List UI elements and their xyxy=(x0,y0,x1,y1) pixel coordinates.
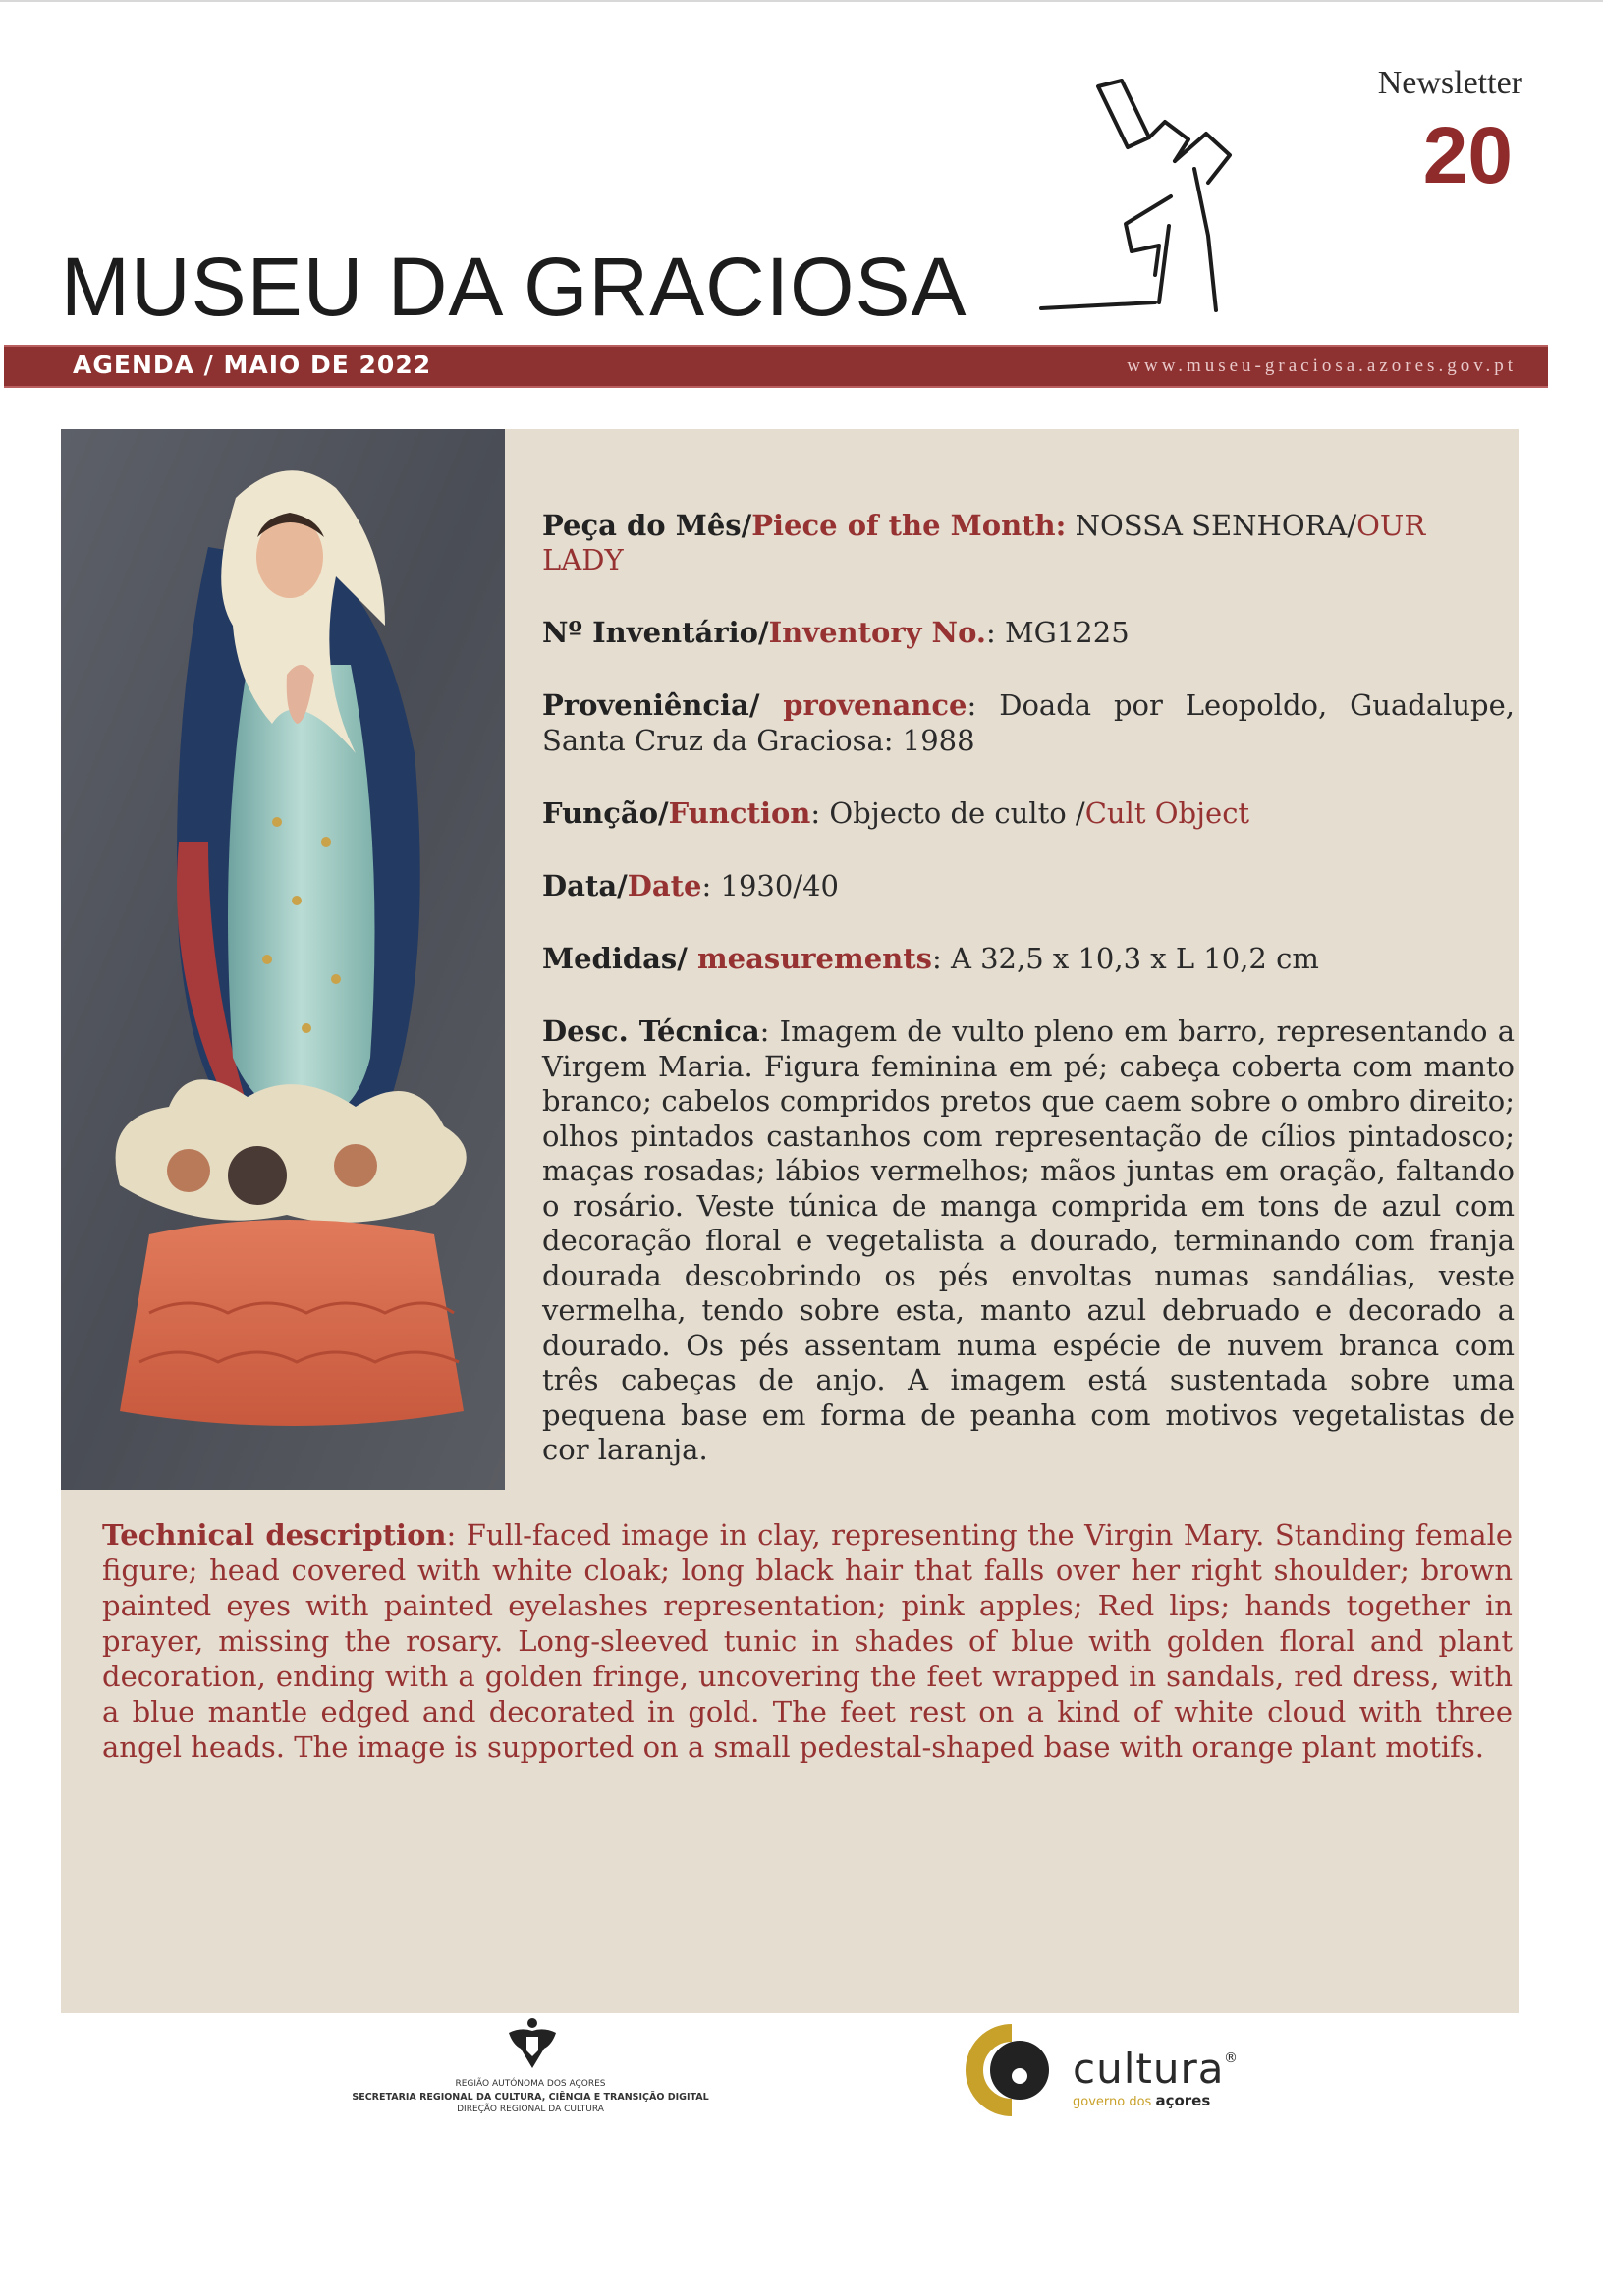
desc-text: : Imagem de vulto pleno em barro, representando a Virgem Maria. Figura feminina em pé; cabeça coberta com manto branco; cabelos compridos pretos que caem sobre o ombro direito; olhos pintados castanhos com representação de cílios pintadosco; maças rosadas; lábios vermelhos; mãos juntas em oração, faltando o rosário. Veste túnica de manga comprida em tons de azul com decoração floral e vegetalista a dourado, terminando com franja dourada descobrindo os pés envoltas numas sandálias, veste vermelha, tendo sobre esta, manto azul debruado e decorado a dourado. Os pés assentam numa espécie de nuvem branca com três cabeças de anjo. A imagem está sustentada sobre uma pequena base em forma de peanha com motivos vegetalistas de cor laranja. xyxy=(542,1014,1515,1466)
cultura-sub-prefix: governo dos xyxy=(1073,2095,1152,2109)
cultura-registered-mark: ® xyxy=(1224,2050,1238,2066)
desc-label: Desc. Técnica xyxy=(542,1014,760,1048)
tech-text: : Full-faced image in clay, representing the Virgin Mary. Standing female figure; head covered with white cloak; long black hair that falls over her right shoulder; brown painted eyes with painted eyelashes representation; pink apples; Red lips; hands together in prayer, missing the rosary. Long-sleeved tunic in shades of blue with golden floral and plant decoration, ending with a golden fringe, uncovering the feet wrapped in sandals, red dress, with a blue mantle edged and decorated in gold. The feet rest on a kind of white cloud with three angel heads. The image is supported on a small pedestal-shaped base with orange plant motifs. xyxy=(102,1518,1514,1764)
piece-title-label-pt: Peça do Mês/ xyxy=(542,509,752,542)
technical-description-en xyxy=(102,1517,1513,1765)
function-label-pt: Função/ xyxy=(542,796,669,830)
measures-label-en: measurements xyxy=(687,942,932,975)
date-label-pt: Data/ xyxy=(542,869,628,902)
inventory-row xyxy=(542,616,1515,650)
statue-photo xyxy=(61,429,505,1490)
piece-details xyxy=(542,509,1515,1506)
cultura-sub-bold: açores xyxy=(1155,2092,1211,2109)
cultura-subtitle xyxy=(1073,2092,1210,2109)
measures-row xyxy=(542,942,1515,976)
date-value: : 1930/40 xyxy=(701,869,839,902)
agenda-band xyxy=(4,345,1548,388)
function-value-pt: : Objecto de culto / xyxy=(810,796,1085,830)
piece-title-value-pt: NOSSA SENHORA/ xyxy=(1066,509,1357,542)
provenance-label-pt: Proveniência/ xyxy=(542,688,760,722)
azores-crest-icon xyxy=(503,2015,562,2070)
windmill-logo-icon xyxy=(1012,79,1267,334)
date-row xyxy=(542,869,1515,903)
inventory-value: : MG1225 xyxy=(986,616,1130,649)
newsletter-label: Newsletter xyxy=(1377,65,1522,101)
inventory-label-pt: Nº Inventário/ xyxy=(542,616,769,649)
measures-value: : A 32,5 x 10,3 x L 10,2 cm xyxy=(931,942,1319,975)
museum-title: MUSEU DA GRACIOSA xyxy=(61,241,967,333)
agenda-date: AGENDA / MAIO DE 2022 xyxy=(73,351,432,379)
provenance-row xyxy=(542,688,1515,758)
cultura-wordmark: cultura xyxy=(1073,2045,1225,2093)
function-value-en: Cult Object xyxy=(1084,796,1250,830)
website-link[interactable]: www.museu-graciosa.azores.gov.pt xyxy=(1127,355,1517,376)
piece-title-row xyxy=(542,509,1515,577)
function-label-en: Function xyxy=(668,796,811,830)
piece-title-value-en: OUR LADY xyxy=(542,509,1426,576)
date-label-en: Date xyxy=(627,869,702,902)
top-rule xyxy=(0,0,1603,2)
provenance-value: : Doada por Leopoldo, Guadalupe, Santa Cruz da Graciosa: 1988 xyxy=(542,688,1516,757)
gov-directorate: DIREÇÃO REGIONAL DA CULTURA xyxy=(457,2105,604,2114)
regional-government-logo xyxy=(324,2078,737,2116)
measures-label-pt: Medidas/ xyxy=(542,942,688,975)
tech-label: Technical description xyxy=(102,1518,447,1552)
newsletter-number: 20 xyxy=(1422,111,1513,200)
provenance-label-en: provenance xyxy=(759,688,967,722)
inventory-label-en: Inventory No. xyxy=(768,616,986,649)
function-row xyxy=(542,796,1515,831)
gov-secretariat: SECRETARIA REGIONAL DA CULTURA, CIÊNCIA E TRANSIÇÃO DIGITAL xyxy=(352,2092,709,2103)
technical-description-pt xyxy=(542,1014,1515,1468)
cultura-logo-icon xyxy=(953,2023,1061,2116)
piece-title-label-en: Piece of the Month: xyxy=(751,509,1067,542)
gov-region: REGIÃO AUTÓNOMA DOS AÇORES xyxy=(455,2079,606,2089)
